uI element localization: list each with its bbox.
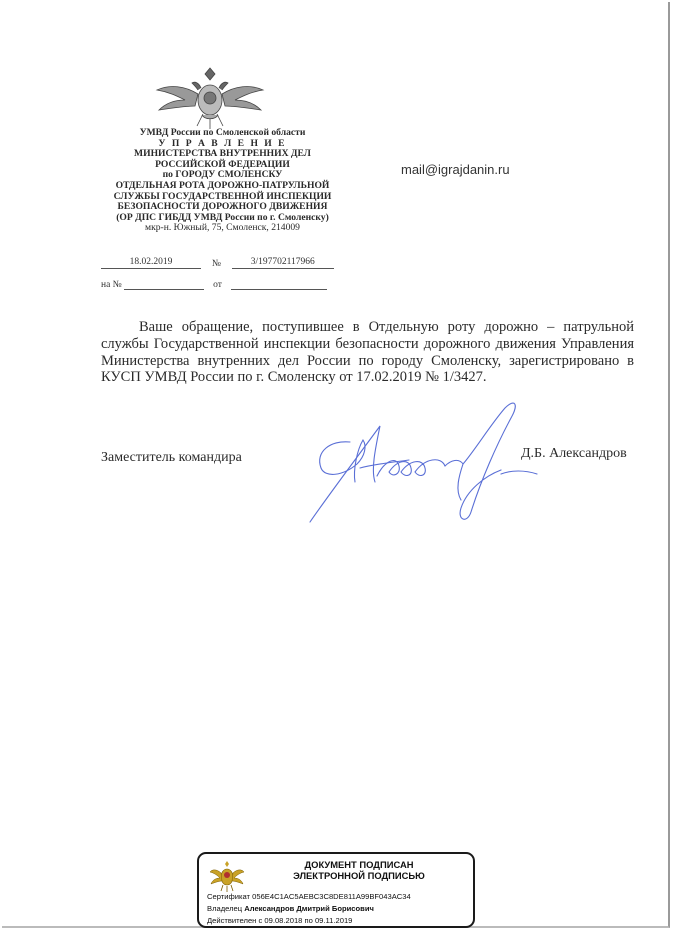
electronic-signature-stamp: [197, 852, 475, 928]
letterhead-line: СЛУЖБЫ ГОСУДАРСТВЕННОЙ ИНСПЕКЦИИ: [113, 190, 332, 202]
reference-number: [124, 278, 204, 290]
reference-from-label: от: [213, 280, 222, 290]
signatory-title: Заместитель командира: [101, 450, 242, 465]
stamp-certificate-label: Сертификат: [207, 892, 250, 901]
letterhead-line: (ОР ДПС ГИБДД УМВД России по г. Смоленску): [116, 211, 329, 223]
signatory-name: Д.Б. Александров: [521, 446, 627, 461]
stamp-owner-label: Владелец: [207, 904, 243, 913]
registration-date: 18.02.2019: [101, 257, 201, 269]
handwritten-signature: [305, 390, 545, 530]
stamp-owner: [207, 904, 374, 913]
registration-number-label: №: [211, 259, 221, 269]
letterhead-address: мкр-н. Южный, 75, Смоленск, 214009: [145, 222, 300, 234]
letterhead-line: РОССИЙСКОЙ ФЕДЕРАЦИИ: [155, 158, 290, 170]
registration-line: [101, 257, 334, 269]
registration-number: 3/197702117966: [232, 257, 334, 269]
letterhead-line: МИНИСТЕРСТВА ВНУТРЕННИХ ДЕЛ: [134, 148, 311, 160]
letterhead-line: по ГОРОДУ СМОЛЕНСКУ: [162, 169, 283, 181]
stamp-certificate: [207, 892, 411, 901]
letter-body: Ваше обращение, поступившее в Отдельную роту дорожно – патрульной службы Государственной инспекции безопасности дорожного движения Управления Министерства внутренних дел России по городу Смоленску, зарегистрировано в КУСП УМВД России по г. Смоленску от 17.02.2019 № 1/3427.: [101, 319, 634, 386]
stamp-owner-value: Александров Дмитрий Борисович: [244, 904, 374, 913]
stamp-title-line2: ЭЛЕКТРОННОЙ ПОДПИСЬЮ: [293, 869, 425, 881]
stamp-title: [249, 860, 469, 881]
reference-line: [101, 278, 327, 290]
mvd-emblem-icon: [209, 859, 245, 893]
reference-number-label: на №: [101, 280, 122, 290]
stamp-certificate-value: 056E4C1AC5AEBC3C8DE811A99BF043AC34: [252, 892, 411, 901]
letterhead: [100, 128, 345, 234]
letterhead-line: У П Р А В Л Е Н И Е: [158, 137, 287, 149]
letterhead-line: УМВД России по Смоленской области: [139, 127, 306, 138]
reference-date: [231, 278, 327, 290]
letterhead-line: БЕЗОПАСНОСТИ ДОРОЖНОГО ДВИЖЕНИЯ: [117, 201, 328, 213]
stamp-validity: Действителен с 09.08.2018 по 09.11.2019: [207, 916, 353, 925]
mvd-eagle-emblem-icon: [155, 66, 265, 132]
letterhead-line: ОТДЕЛЬНАЯ РОТА ДОРОЖНО-ПАТРУЛЬНОЙ: [115, 179, 330, 191]
stamp-title-line1: ДОКУМЕНТ ПОДПИСАН: [304, 859, 414, 870]
recipient-email: mail@igrajdanin.ru: [401, 162, 510, 177]
